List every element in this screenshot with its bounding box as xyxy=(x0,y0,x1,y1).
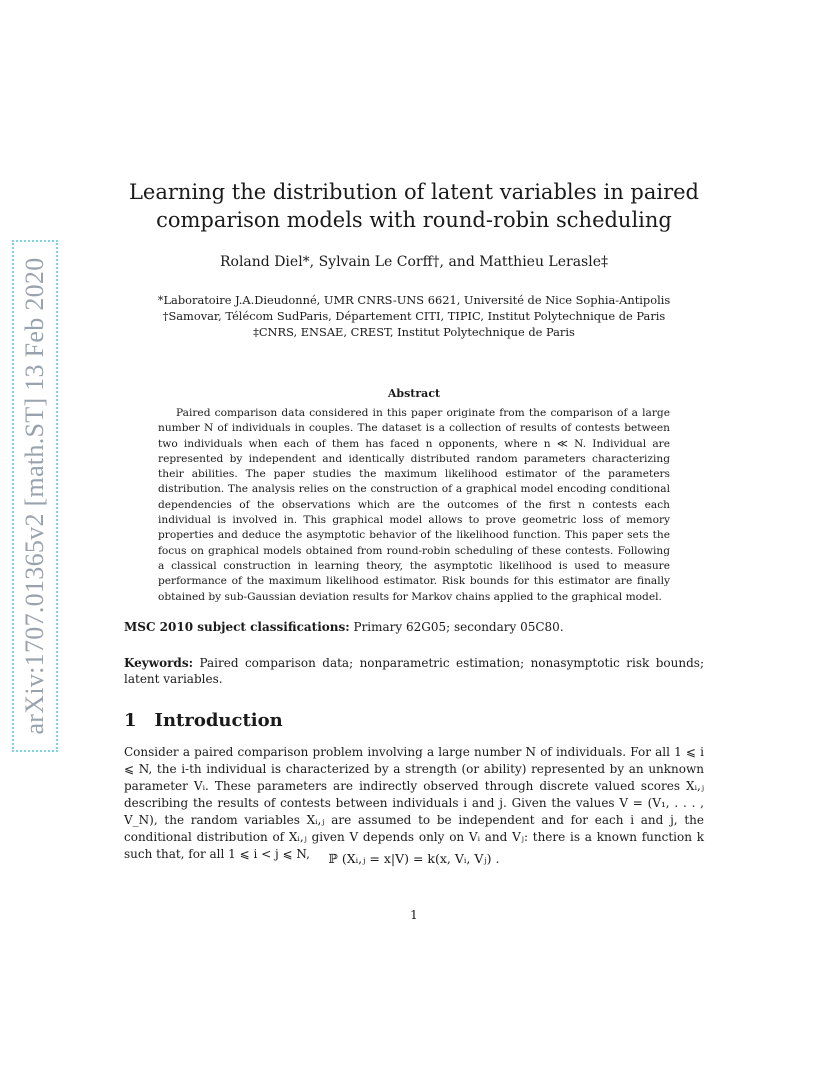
intro-paragraph: Consider a paired comparison problem involving a large number N of individuals. For all 1 ⩽ i ⩽ N, the i-th individual is characterized by a strength (or ability) represented by an unknown parameter Vᵢ. These parameters are indirectly observed through discrete valued scores Xᵢ,ⱼ describing the results of contests between individuals i and j. Given the values V = (V₁, . . . , V_N), the random variables Xᵢ,ⱼ are assumed to be independent and for each i and j, the conditional distribution of Xᵢ,ⱼ given V depends only on Vᵢ and Vⱼ: there is a known function k such that, for all 1 ⩽ i < j ⩽ N, xyxy=(124,745,704,861)
affiliation-3: ‡CNRS, ENSAE, CREST, Institut Polytechnique de Paris xyxy=(253,325,575,339)
affiliation-2: †Samovar, Télécom SudParis, Département CITI, TIPIC, Institut Polytechnique de Paris xyxy=(162,309,666,323)
arxiv-stamp-text: arXiv:1707.01365v2 [math.ST] 13 Feb 2020 xyxy=(20,257,49,735)
authors: Roland Diel*, Sylvain Le Corff†, and Matthieu Lerasle‡ xyxy=(219,254,608,270)
display-equation: ℙ (Xᵢ,ⱼ = x|V) = k(x, Vᵢ, Vⱼ) . xyxy=(328,851,500,866)
keywords xyxy=(124,655,704,687)
keywords-label: Keywords: xyxy=(124,656,194,670)
msc-value: Primary 62G05; secondary 05C80. xyxy=(353,620,564,634)
abstract-heading: Abstract xyxy=(387,387,441,400)
section-title: Introduction xyxy=(154,710,283,731)
page-number: 1 xyxy=(410,908,418,922)
arxiv-stamp xyxy=(12,240,58,752)
title-line-2: comparison models with round-robin scheduling xyxy=(156,208,672,232)
msc-classifications xyxy=(124,620,704,634)
section-heading xyxy=(124,710,283,731)
affiliations xyxy=(120,292,708,340)
keywords-value: Paired comparison data; nonparametric estimation; nonasymptotic risk bounds; latent variables. xyxy=(124,656,704,686)
title-line-1: Learning the distribution of latent variables in paired xyxy=(128,180,699,204)
msc-label: MSC 2010 subject classifications: xyxy=(124,620,350,634)
section-number: 1 xyxy=(124,710,137,731)
paper-title xyxy=(120,178,708,234)
affiliation-1: *Laboratoire J.A.Dieudonné, UMR CNRS-UNS 6621, Université de Nice Sophia-Antipolis xyxy=(157,293,671,307)
abstract-text: Paired comparison data considered in this paper originate from the comparison of a large number N of individuals in couples. The dataset is a collection of results of contests between two individuals when each of them has faced n opponents, where n ≪ N. Individual are represented by independent and identically distributed random parameters characterizing their abilities. The paper studies the maximum likelihood estimator of the parameters distribution. The analysis relies on the construction of a graphical model encoding conditional dependencies of the observations which are the outcomes of the first n contests each individual is involved in. This graphical model allows to prove geometric loss of memory properties and deduce the asymptotic behavior of the likelihood function. This paper sets the focus on graphical models obtained from round-robin scheduling of these contests. Following a classical construction in learning theory, the asymptotic likelihood is used to measure performance of the maximum likelihood estimator. Risk bounds for this estimator are finally obtained by sub-Gaussian deviation results for Markov chains applied to the graphical model. xyxy=(158,407,670,603)
